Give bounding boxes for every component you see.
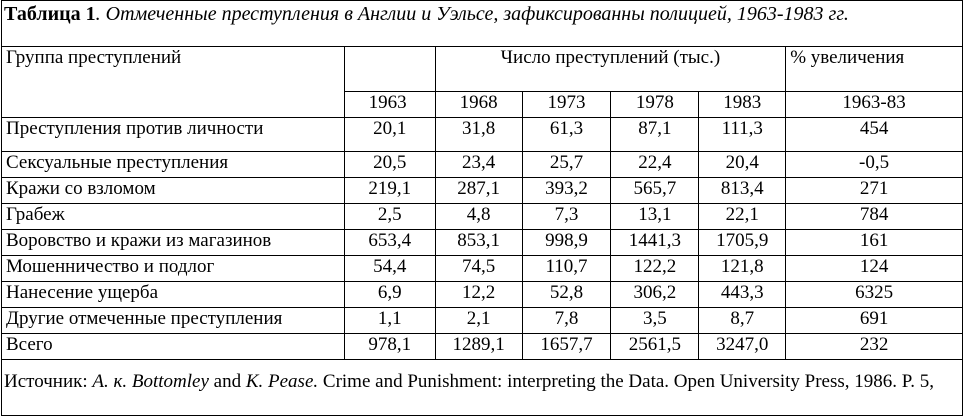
year-1978: 1978 <box>611 92 699 118</box>
cell-pct: 454 <box>786 118 963 152</box>
cell-pct: 161 <box>786 230 963 256</box>
cell-value: 23,4 <box>435 152 522 178</box>
header-increase: % увеличения <box>786 47 963 92</box>
cell-pct: 232 <box>786 334 963 360</box>
year-1963: 1963 <box>344 92 435 118</box>
row-label: Кражи со взломом <box>2 178 345 204</box>
cell-value: 22,1 <box>699 204 786 230</box>
cell-value: 2561,5 <box>611 334 699 360</box>
header-group: Группа преступлений <box>2 47 345 118</box>
cell-value: 111,3 <box>699 118 786 152</box>
row-label: Сексуальные преступления <box>2 152 345 178</box>
cell-value: 443,3 <box>699 282 786 308</box>
table-row <box>2 256 963 282</box>
cell-value: 22,4 <box>611 152 699 178</box>
cell-value: 1,1 <box>344 308 435 334</box>
cell-pct: 271 <box>786 178 963 204</box>
cell-value: 3,5 <box>611 308 699 334</box>
table-row <box>2 178 963 204</box>
table-row <box>2 204 963 230</box>
cell-value: 61,3 <box>522 118 611 152</box>
table-row <box>2 118 963 152</box>
source-author-1: А. к. Bottomley <box>92 371 209 392</box>
cell-value: 110,7 <box>522 256 611 282</box>
cell-value: 20,4 <box>699 152 786 178</box>
source-and: and <box>208 371 246 392</box>
cell-pct: 6325 <box>786 282 963 308</box>
cell-value: 13,1 <box>611 204 699 230</box>
cell-pct: 784 <box>786 204 963 230</box>
cell-value: 87,1 <box>611 118 699 152</box>
cell-value: 4,8 <box>435 204 522 230</box>
cell-value: 7,3 <box>522 204 611 230</box>
header-period: 1963-83 <box>786 92 963 118</box>
table-row-total <box>2 334 963 360</box>
cell-value: 2,5 <box>344 204 435 230</box>
cell-value: 122,2 <box>611 256 699 282</box>
cell-value: 813,4 <box>699 178 786 204</box>
cell-value: 121,8 <box>699 256 786 282</box>
cell-value: 853,1 <box>435 230 522 256</box>
cell-value: 998,9 <box>522 230 611 256</box>
cell-value: 565,7 <box>611 178 699 204</box>
cell-value: 978,1 <box>344 334 435 360</box>
cell-value: 287,1 <box>435 178 522 204</box>
cell-value: 219,1 <box>344 178 435 204</box>
cell-pct: -0,5 <box>786 152 963 178</box>
cell-value: 52,8 <box>522 282 611 308</box>
cell-pct: 691 <box>786 308 963 334</box>
cell-value: 1705,9 <box>699 230 786 256</box>
cell-value: 2,1 <box>435 308 522 334</box>
header-count: Число преступлений (тыс.) <box>435 47 786 92</box>
row-label: Воровство и кражи из магазинов <box>2 230 345 256</box>
cell-value: 20,1 <box>344 118 435 152</box>
cell-value: 3247,0 <box>699 334 786 360</box>
row-label: Мошенничество и подлог <box>2 256 345 282</box>
year-1968: 1968 <box>435 92 522 118</box>
year-1983: 1983 <box>699 92 786 118</box>
cell-pct: 124 <box>786 256 963 282</box>
caption-text: . Отмеченные преступления в Англии и Уэльсе, зафиксированны полицией, 1963-1983 гг. <box>95 3 849 25</box>
row-label: Нанесение ущерба <box>2 282 345 308</box>
cell-value: 1441,3 <box>611 230 699 256</box>
cell-value: 74,5 <box>435 256 522 282</box>
row-label: Другие отмеченные преступления <box>2 308 345 334</box>
cell-value: 306,2 <box>611 282 699 308</box>
table-row <box>2 152 963 178</box>
cell-value: 12,2 <box>435 282 522 308</box>
cell-value: 31,8 <box>435 118 522 152</box>
cell-value: 20,5 <box>344 152 435 178</box>
cell-value: 653,4 <box>344 230 435 256</box>
source-author-2: K. Pease. <box>245 371 319 392</box>
table-caption <box>4 2 954 46</box>
table-row <box>2 282 963 308</box>
header-row-top <box>2 47 963 92</box>
row-label: Грабеж <box>2 204 345 230</box>
cell-value: 6,9 <box>344 282 435 308</box>
cell-value: 7,8 <box>522 308 611 334</box>
header-empty-cell <box>344 47 435 92</box>
crime-table <box>1 46 963 360</box>
source-prefix: Источник: <box>4 371 93 392</box>
table-row <box>2 308 963 334</box>
caption-label: Таблица 1 <box>4 3 96 25</box>
year-1973: 1973 <box>522 92 611 118</box>
cell-value: 8,7 <box>699 308 786 334</box>
source-note <box>4 370 958 393</box>
source-rest: Crime and Punishment: interpreting the Data. Open University Press, 1986. P. 5, <box>318 371 934 392</box>
cell-value: 393,2 <box>522 178 611 204</box>
cell-value: 54,4 <box>344 256 435 282</box>
cell-value: 1289,1 <box>435 334 522 360</box>
cell-value: 25,7 <box>522 152 611 178</box>
row-label: Всего <box>2 334 345 360</box>
row-label: Преступления против личности <box>2 118 345 152</box>
cell-value: 1657,7 <box>522 334 611 360</box>
table-row <box>2 230 963 256</box>
